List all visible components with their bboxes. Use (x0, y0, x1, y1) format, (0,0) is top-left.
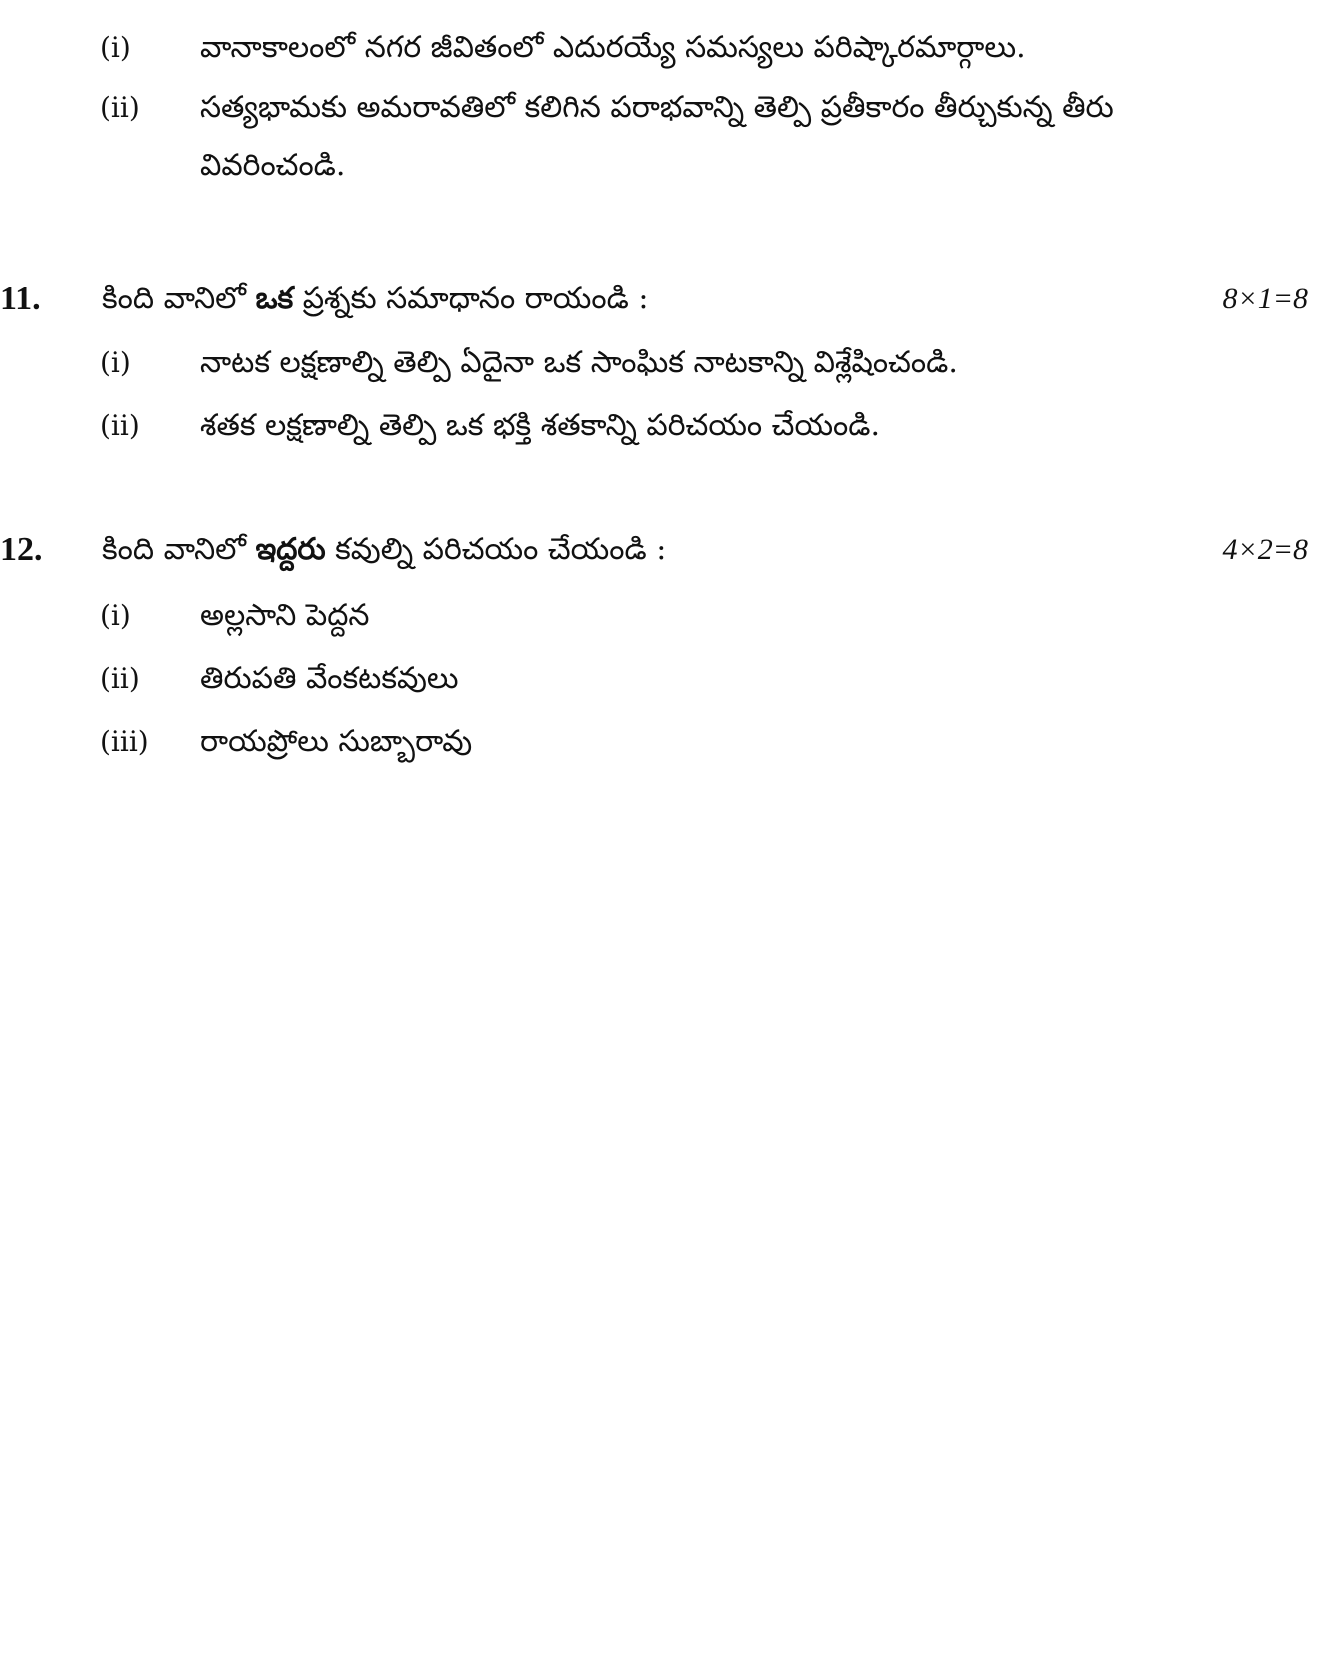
q12-marks: 4×2=8 (1222, 533, 1308, 566)
question-11-instruction (102, 279, 648, 319)
q12-instruction-pre: కింది వానిలో (102, 532, 256, 567)
q11-instruction-pre: కింది వానిలో (102, 281, 256, 316)
q12-option-iii-text: రాయప్రోలు సుబ్బారావు (200, 724, 473, 759)
q10-option-ii-text-line2: వివరించండి. (200, 148, 346, 183)
q12-option-ii-label: (ii) (100, 662, 140, 695)
question-number-12: 12. (0, 531, 43, 568)
q12-option-iii-label: (iii) (100, 725, 149, 758)
q12-option-ii-text: తిరుపతి వేంకటకవులు (200, 661, 459, 696)
q12-option-i-label: (i) (100, 599, 131, 632)
q10-option-i-text: వానాకాలంలో నగర జీవితంలో ఎదురయ్యే సమస్యలు పరిష్కారమార్గాలు. (200, 30, 1026, 65)
question-number-11: 11. (0, 280, 41, 317)
q11-option-ii-label: (ii) (100, 409, 140, 442)
q11-instruction-post: ప్రశ్నకు సమాధానం రాయండి : (293, 281, 649, 316)
q10-option-i-label: (i) (100, 31, 131, 64)
q11-option-i-label: (i) (100, 346, 131, 379)
q11-instruction-bold: ఒక (255, 281, 294, 316)
q10-option-ii-text-line1: సత్యభామకు అమరావతిలో కలిగిన పరాభవాన్ని తెల్పి ప్రతీకారం తీర్చుకున్న తీరు (200, 90, 1114, 125)
q11-option-ii-text: శతక లక్షణాల్ని తెల్పి ఒక భక్తి శతకాన్ని పరిచయం చేయండి. (200, 408, 881, 443)
question-12-instruction (102, 530, 666, 570)
q12-instruction-post: కవుల్ని పరిచయం చేయండి : (325, 532, 667, 567)
q11-marks: 8×1=8 (1222, 282, 1308, 315)
q12-instruction-bold: ఇద్దరు (255, 532, 326, 567)
q10-option-ii-label: (ii) (100, 91, 140, 124)
q11-option-i-text: నాటక లక్షణాల్ని తెల్పి ఏదైనా ఒక సాంఘిక నాటకాన్ని విశ్లేషించండి. (200, 345, 958, 380)
cropped-text-fragment (330, 0, 420, 4)
q12-option-i-text: అల్లసాని పెద్దన (200, 598, 370, 633)
